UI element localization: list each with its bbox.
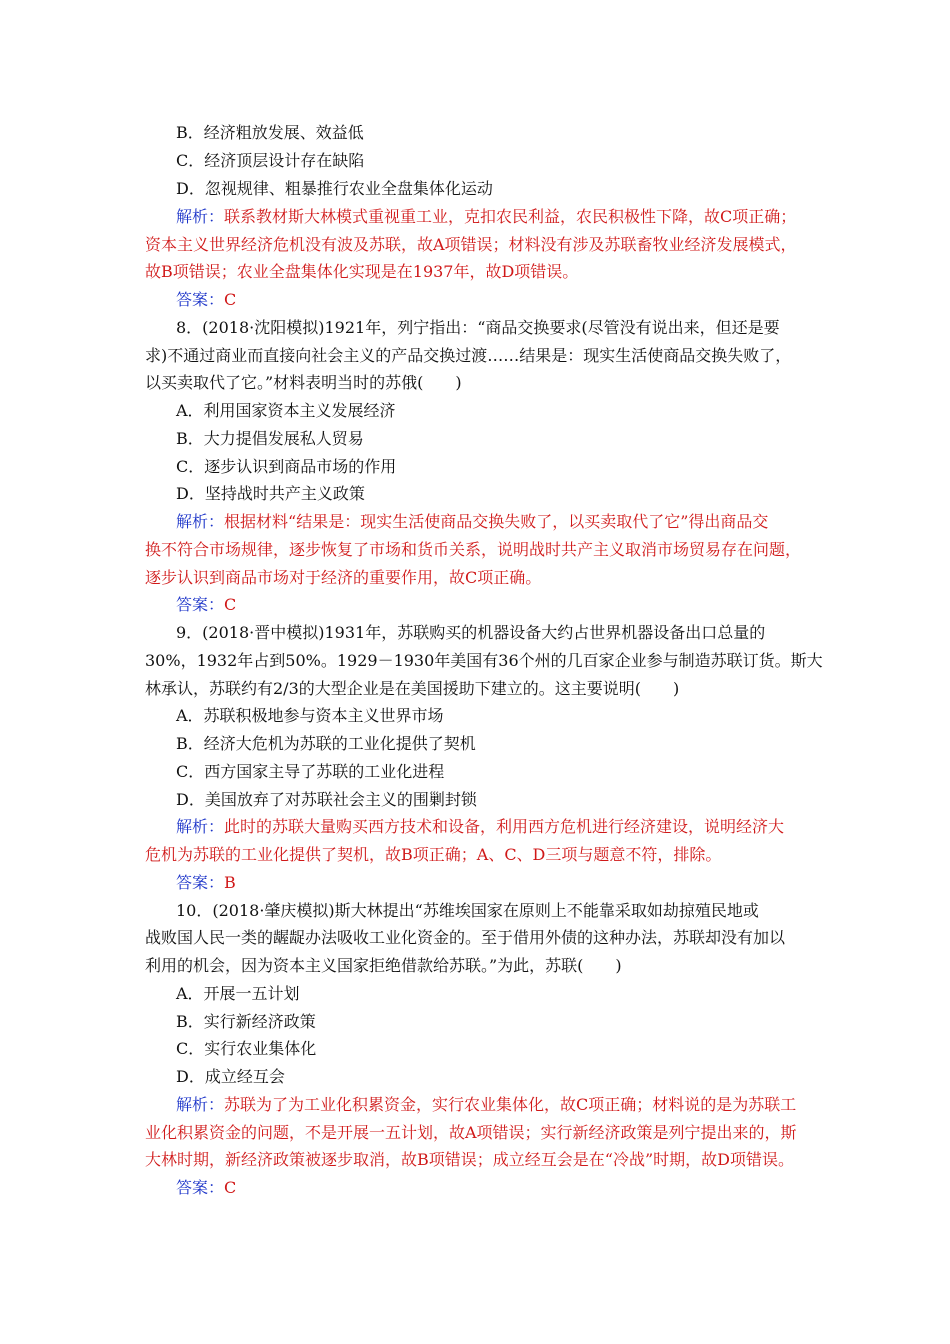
q10-stem-line-3: 利用的机会，因为资本主义国家拒绝借款给苏联。”为此，苏联( ) [145,956,622,975]
q8-analysis-line-3: 逐步认识到商品市场对于经济的重要作用，故C项正确。 [145,568,542,587]
q10-analysis-line-1: 解析：苏联为了为工业化积累资金，实行农业集体化，故C项正确；材料说的是为苏联工 [176,1095,797,1114]
q9-option-d: D．美国放弃了对苏联社会主义的围剿封锁 [176,790,477,809]
q9-analysis-label: 解析： [176,817,225,836]
q10-analysis-label: 解析： [176,1095,225,1114]
q7-answer: 答案：C [176,290,237,309]
q9-option-b: B．经济大危机为苏联的工业化提供了契机 [176,734,476,753]
q8-stem-line-2: 求)不通过商业而直接向社会主义的产品交换过渡……结果是：现实生活使商品交换失败了， [145,346,792,365]
q8-analysis-line-2: 换不符合市场规律，逐步恢复了市场和货币关系，说明战时共产主义取消市场贸易存在问题， [145,540,802,559]
q10-option-d: D．成立经互会 [176,1067,285,1086]
q10-stem-line-2: 战败国人民一类的龌龊办法吸收工业化资金的。至于借用外债的这种办法，苏联却没有加以 [145,928,786,947]
q10-analysis-line-2: 业化积累资金的问题，不是开展一五计划，故A项错误；实行新经济政策是列宁提出来的，斯 [145,1123,797,1142]
q10-stem-line-1: 10．(2018·肇庆模拟)斯大林提出“苏维埃国家在原则上不能靠采取如劫掠殖民地或 [176,901,759,920]
q9-stem-line-2: 30%，1932年占到50%。1929－1930年美国有36个州的几百家企业参与制造苏联订货。斯大 [145,651,823,670]
q8-analysis-label: 解析： [176,512,225,531]
q10-option-a: A．开展一五计划 [176,984,300,1003]
q8-option-a: A．利用国家资本主义发展经济 [176,401,396,420]
q10-option-b: B．实行新经济政策 [176,1012,316,1031]
q8-analysis-line-1: 解析：根据材料“结果是：现实生活使商品交换失败了，以买卖取代了它”得出商品交 [176,512,769,531]
q7-option-c: C．经济顶层设计存在缺陷 [176,151,365,170]
q9-analysis-line-2: 危机为苏联的工业化提供了契机，故B项正确；A、C、D三项与题意不符，排除。 [145,845,722,864]
q7-analysis-line-1: 解析：联系教材斯大林模式重视重工业，克扣农民利益，农民积极性下降，故C项正确； [176,207,797,226]
q10-answer-value: C [224,1178,237,1197]
q9-stem-line-3: 林承认，苏联约有2/3的大型企业是在美国援助下建立的。这主要说明( ) [145,679,680,698]
q7-analysis-line-3: 故B项错误；农业全盘集体化实现是在1937年，故D项错误。 [145,262,579,281]
q8-stem-line-1: 8．(2018·沈阳模拟)1921年，列宁指出：“商品交换要求(尽管没有说出来，但还是要 [176,318,780,337]
q8-stem-line-3: 以买卖取代了它。”材料表明当时的苏俄( ) [145,373,462,392]
q10-option-c: C．实行农业集体化 [176,1039,317,1058]
q7-option-d: D．忽视规律、粗暴推行农业全盘集体化运动 [176,179,493,198]
q7-option-b: B．经济粗放发展、效益低 [176,123,364,142]
q9-stem-line-1: 9．(2018·晋中模拟)1931年，苏联购买的机器设备大约占世界机器设备出口总量的 [176,623,766,642]
q8-answer: 答案：C [176,595,237,614]
q8-option-b: B．大力提倡发展私人贸易 [176,429,364,448]
q10-answer: 答案：C [176,1178,237,1197]
q8-answer-value: C [224,595,237,614]
q9-answer-value: B [224,873,236,892]
q10-analysis-line-3: 大林时期，新经济政策被逐步取消，故B项错误；成立经互会是在“冷战”时期，故D项错误。 [145,1150,794,1169]
q9-option-a: A．苏联积极地参与资本主义世界市场 [176,706,444,725]
q9-option-c: C．西方国家主导了苏联的工业化进程 [176,762,445,781]
q7-answer-value: C [224,290,237,309]
q7-analysis-line-2: 资本主义世界经济危机没有波及苏联，故A项错误；材料没有涉及苏联畜牧业经济发展模式， [145,235,797,254]
q7-analysis-label: 解析： [176,207,225,226]
q9-answer: 答案：B [176,873,236,892]
q8-option-d: D．坚持战时共产主义政策 [176,484,365,503]
q9-analysis-line-1: 解析：此时的苏联大量购买西方技术和设备，利用西方危机进行经济建设，说明经济大 [176,817,785,836]
q8-option-c: C．逐步认识到商品市场的作用 [176,457,397,476]
